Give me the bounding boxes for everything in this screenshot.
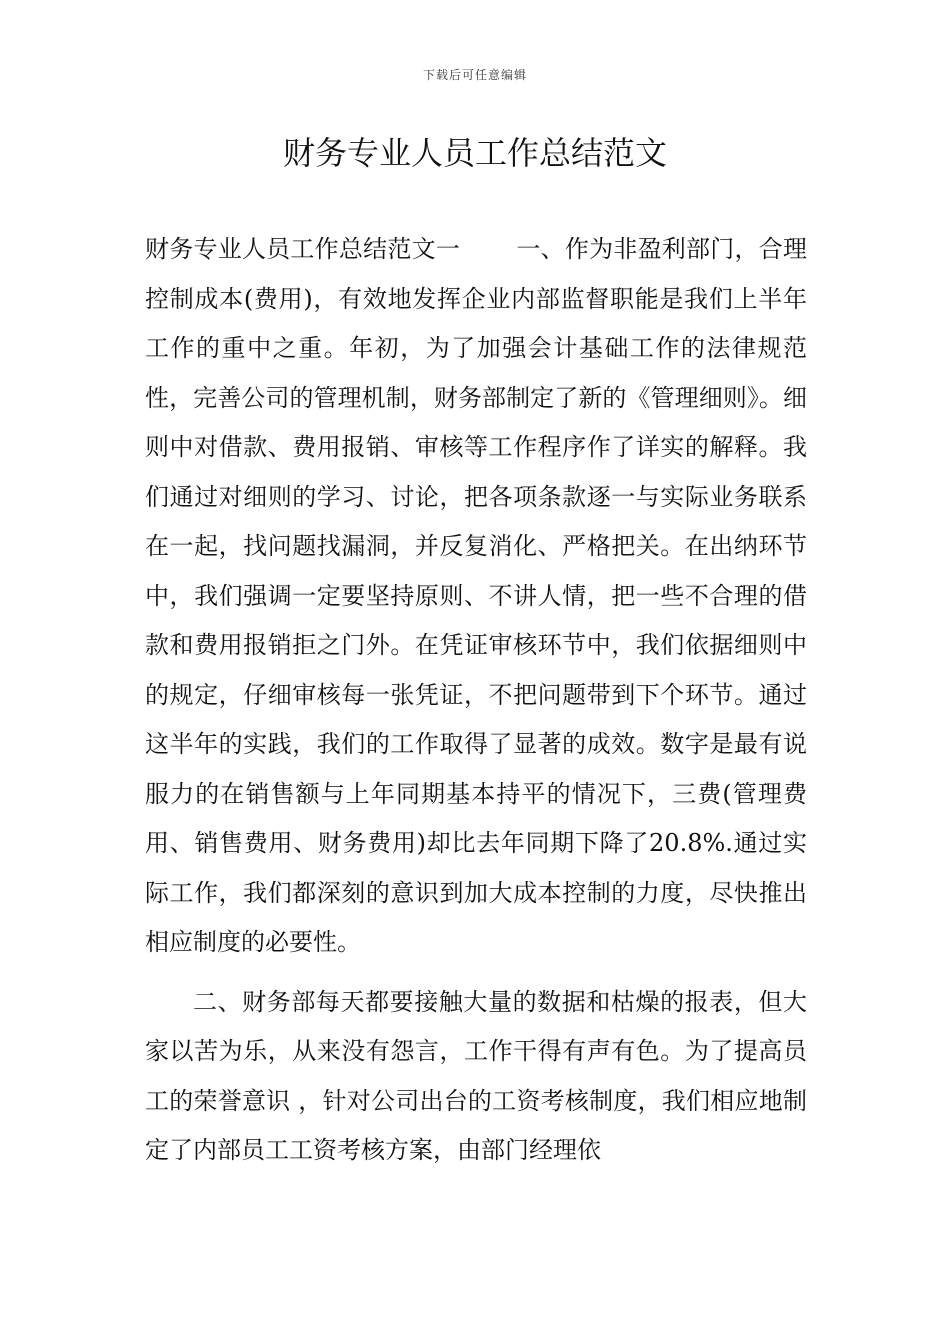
document-title: 财务专业人员工作总结范文: [282, 134, 667, 172]
header-note: 下载后可任意编辑: [422, 68, 527, 82]
document-body: [145, 225, 807, 1176]
paragraph-2: 二、财务部每天都要接触大量的数据和枯燥的报表，但大家以苦为乐，从来没有怨言，工作干得有声有色。为了提高员工的荣誉意识 ，针对公司出台的工资考核制度，我们相应地制定了内部员工工资考核方案，由部门经理依: [145, 987, 807, 1164]
paragraph-1: 财务专业人员工作总结范文一 一、作为非盈利部门，合理控制成本(费用)，有效地发挥企业内部监督职能是我们上半年工作的重中之重。年初，为了加强会计基础工作的法律规范性，完善公司的管理机制，财务部制定了新的《管理细则》。细则中对借款、费用报销、审核等工作程序作了详实的解释。我们通过对细则的学习、讨论，把各项条款逐一与实际业务联系在一起，找问题找漏洞，并反复消化、严格把关。在出纳环节中，我们强调一定要坚持原则、不讲人情，把一些不合理的借款和费用报销拒之门外。在凭证审核环节中，我们依据细则中的规定，仔细审核每一张凭证，不把问题带到下个环节。通过这半年的实践，我们的工作取得了显著的成效。数字是最有说服力的在销售额与上年同期基本持平的情况下，三费(管理费用、销售费用、财务费用)却比去年同期下降了20.8%.通过实际工作，我们都深刻的意识到加大成本控制的力度，尽快推出相应制度的必要性。: [145, 235, 807, 956]
